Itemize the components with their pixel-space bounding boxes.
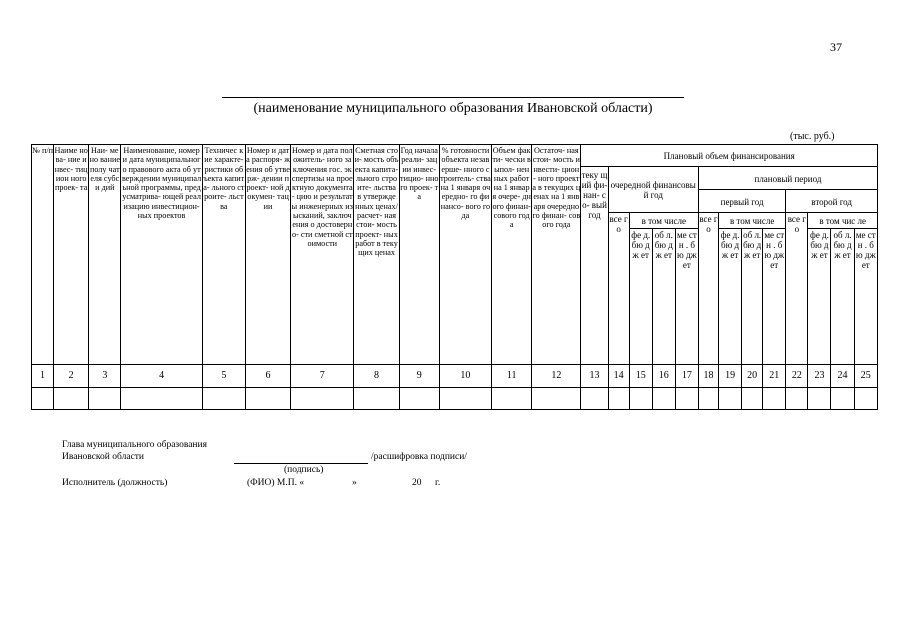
header-planned-period: плановый период [698, 167, 877, 190]
empty-cell [675, 388, 698, 410]
header-col-start-year: Год начала реали- зации инвес- тицио- нного проек- та [399, 145, 439, 365]
header-next-year: очередной финансовый год [608, 167, 698, 213]
header-col-residual-cost: Остаточ- ная стои- мость инвести- цион- ного проекта в текущих ценах на 1 января очередно го финан- сового года [532, 145, 581, 365]
header-col-estimated-cost: Сметная стои- мость объекта капита- льного строите- льства в утвержде нных ценах/ расчет- ная стои- мость проект- ных работ в текущих ценах [354, 145, 399, 365]
empty-cell [854, 388, 877, 410]
date-quote-close: » [352, 478, 357, 488]
header-col-approval-order: Номер и дата распоря- жения об утверж- дении проект- ной докумен- тации [245, 145, 290, 365]
column-number: 22 [786, 365, 808, 388]
empty-cell [32, 388, 54, 410]
date-year-prefix: 20 [412, 478, 422, 488]
signature-decode: /расшифровка подписи/ [371, 452, 467, 462]
empty-cell [608, 388, 629, 410]
empty-cell [763, 388, 786, 410]
column-number-row [32, 365, 878, 388]
header-total-next-year: все го [608, 213, 629, 365]
column-number: 12 [532, 365, 581, 388]
column-number: 9 [399, 365, 439, 388]
header-planned-financing: Плановый объем финансирования [581, 145, 878, 167]
header-first-year: первый год [698, 190, 785, 213]
header-col-readiness: % готовности объекта незаверше- нного строитель- ства на 1 января очередно- го финансо- вого года [439, 145, 491, 365]
header-total-second-year: все го [786, 213, 808, 365]
column-number: 25 [854, 365, 877, 388]
header-fed-budget: фе д. бю дж ет [808, 229, 831, 365]
investment-table [31, 144, 878, 410]
page-number: 37 [830, 40, 842, 54]
empty-cell [291, 388, 354, 410]
empty-cell [121, 388, 202, 410]
empty-cell [742, 388, 763, 410]
header-incl-second-year: в том чис ле [808, 213, 878, 229]
title-underline [222, 97, 684, 98]
header-total-first-year: все го [698, 213, 718, 365]
empty-cell [808, 388, 831, 410]
empty-cell [581, 388, 608, 410]
empty-cell [202, 388, 245, 410]
empty-cell [831, 388, 854, 410]
header-fed-budget: фе д. бю дж ет [629, 229, 652, 365]
header-reg-budget: об л. бю дж ет [831, 229, 854, 365]
header-col-project-name: Наиме нова- ние инвес- тицион ного проек- та [54, 145, 89, 365]
column-number: 13 [581, 365, 608, 388]
signature-caption: (подпись) [284, 465, 324, 475]
column-number: 11 [492, 365, 532, 388]
signature-line [234, 463, 368, 464]
column-number: 5 [202, 365, 245, 388]
date-year-suffix: г. [435, 478, 441, 488]
header-col-characteristics: Техничес кие характе- ристики объекта капита- льного строитe- льства [202, 145, 245, 365]
column-number: 2 [54, 365, 89, 388]
empty-cell [652, 388, 675, 410]
header-loc-budget: ме стн . бю дж ет [854, 229, 877, 365]
header-loc-budget: ме стн . бю дж ет [675, 229, 698, 365]
empty-cell [439, 388, 491, 410]
column-number: 7 [291, 365, 354, 388]
empty-cell [354, 388, 399, 410]
column-number: 21 [763, 365, 786, 388]
column-number: 8 [354, 365, 399, 388]
column-number: 15 [629, 365, 652, 388]
empty-cell [492, 388, 532, 410]
column-number: 4 [121, 365, 202, 388]
column-number: 1 [32, 365, 54, 388]
header-current-year: теку щий фи- нан- со- вый год [581, 167, 608, 365]
header-reg-budget: об л. бю дж ет [652, 229, 675, 365]
column-number: 24 [831, 365, 854, 388]
header-fed-budget: фе д. бю дж ет [719, 229, 742, 365]
empty-cell [629, 388, 652, 410]
column-number: 10 [439, 365, 491, 388]
header-col-number: № п/п [32, 145, 54, 365]
signatory-title-line1: Глава муниципального образования [62, 440, 207, 450]
header-loc-budget: ме стн . бю дж ет [763, 229, 786, 365]
header-col-recipient: Наи- мено вание полу чателя субси дий [89, 145, 121, 365]
column-number: 14 [608, 365, 629, 388]
column-number: 16 [652, 365, 675, 388]
empty-cell [719, 388, 742, 410]
header-reg-budget: об л. бю дж ет [742, 229, 763, 365]
column-number: 20 [742, 365, 763, 388]
empty-cell [532, 388, 581, 410]
fio-stamp-label: (ФИО) М.П. « [247, 478, 305, 488]
empty-cell [698, 388, 718, 410]
signatory-title-line2: Ивановской области [62, 452, 145, 462]
column-number: 23 [808, 365, 831, 388]
document-title: (наименование муниципального образования Ивановской области) [253, 101, 653, 116]
header-second-year: второй год [786, 190, 878, 213]
header-col-work-done: Объем факти- чески выпол- ненных работ на 1 января очере- дного финан- сового года [492, 145, 532, 365]
column-number: 17 [675, 365, 698, 388]
header-incl-next-year: в том числе [629, 213, 698, 229]
empty-data-row [32, 388, 878, 410]
executor-label: Исполнитель (должность) [62, 478, 168, 488]
column-number: 6 [245, 365, 290, 388]
empty-cell [245, 388, 290, 410]
column-number: 19 [719, 365, 742, 388]
column-number: 18 [698, 365, 718, 388]
header-col-expertise: Номер и дата положитель- ного заключения гос. экспертизы на проектную документа- цию и результаты инженерных изысканий, заключения о достоверно- сти сметной стоимости [291, 145, 354, 365]
empty-cell [399, 388, 439, 410]
units-label: (тыс. руб.) [790, 131, 835, 142]
empty-cell [786, 388, 808, 410]
empty-cell [89, 388, 121, 410]
header-col-legal-act: Наименование, номер и дата муниципального правового акта об утверждении муниципальной программы, предусматрива- ющей реализацию инвестицион- ных проектов [121, 145, 202, 365]
column-number: 3 [89, 365, 121, 388]
header-incl-first-year: в том числе [719, 213, 786, 229]
empty-cell [54, 388, 89, 410]
